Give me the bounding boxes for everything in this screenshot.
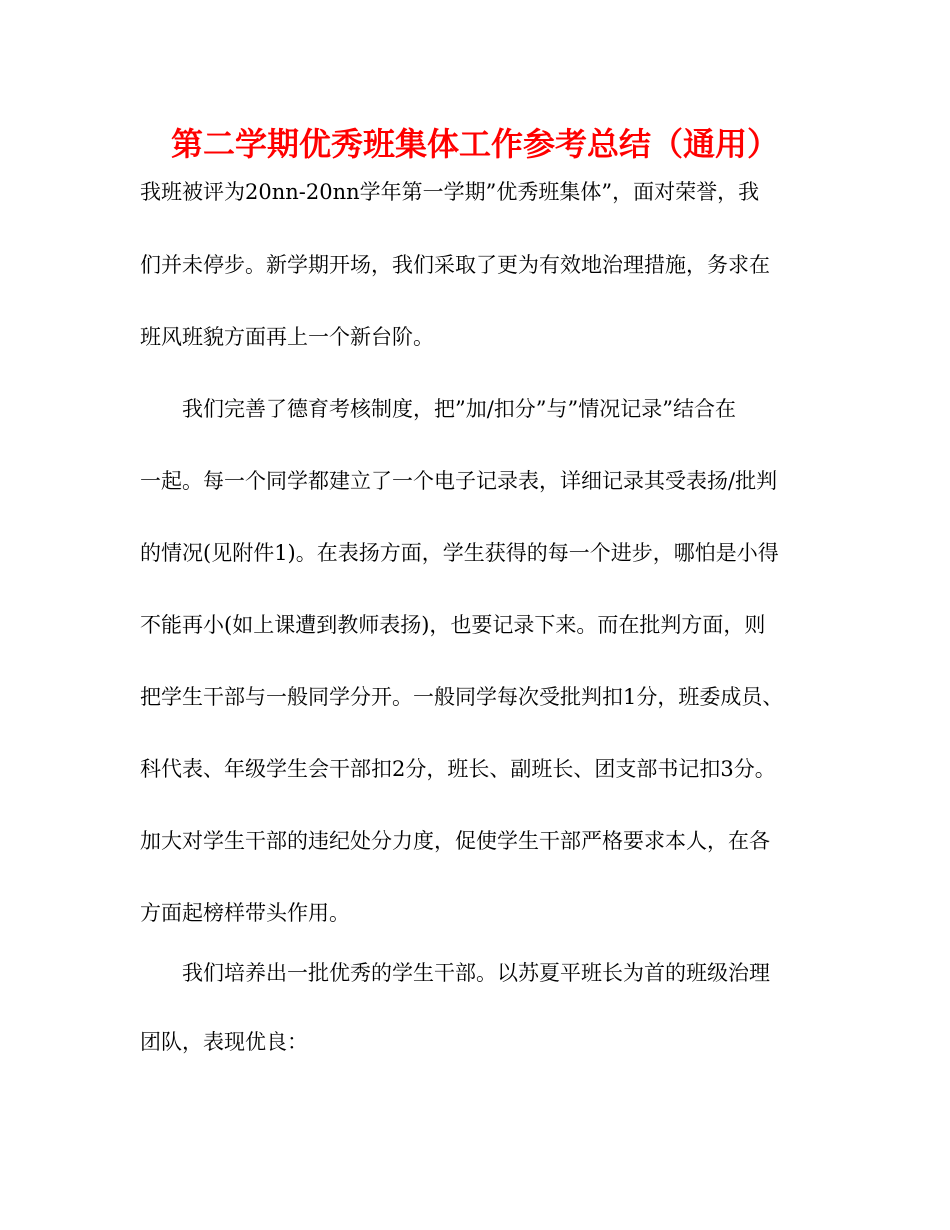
paragraph-line: 我们培养出一批优秀的学生干部。以苏夏平班长为首的班级治理 bbox=[182, 961, 770, 985]
paragraph-line: 的情况(见附件1)。在表扬方面，学生获得的每一个进步，哪怕是小得 bbox=[140, 541, 779, 565]
paragraph-line: 我们完善了德育考核制度，把”加/扣分”与”情况记录”结合在 bbox=[182, 397, 737, 421]
paragraph-line: 把学生干部与一般同学分开。一般同学每次受批判扣1分，班委成员、 bbox=[140, 685, 784, 709]
paragraph-line: 班风班貌方面再上一个新台阶。 bbox=[140, 325, 434, 349]
paragraph-line: 方面起榜样带头作用。 bbox=[140, 901, 350, 925]
paragraph-line: 科代表、年级学生会干部扣2分，班长、副班长、团支部书记扣3分。 bbox=[140, 757, 776, 781]
paragraph-line: 团队，表现优良： bbox=[140, 1030, 308, 1054]
paragraph-line: 不能再小(如上课遭到教师表扬)，也要记录下来。而在批判方面，则 bbox=[140, 613, 766, 637]
paragraph-line: 加大对学生干部的违纪处分力度，促使学生干部严格要求本人，在各 bbox=[140, 829, 770, 853]
paragraph-line: 我班被评为20nn-20nn学年第一学期”优秀班集体”，面对荣誉，我 bbox=[140, 180, 760, 204]
paragraph-line: 们并未停步。新学期开场，我们采取了更为有效地治理措施，务求在 bbox=[140, 253, 770, 277]
paragraph-line: 一起。每一个同学都建立了一个电子记录表，详细记录其受表扬/批判 bbox=[140, 469, 778, 493]
document-title: 第二学期优秀班集体工作参考总结（通用） bbox=[170, 125, 779, 163]
